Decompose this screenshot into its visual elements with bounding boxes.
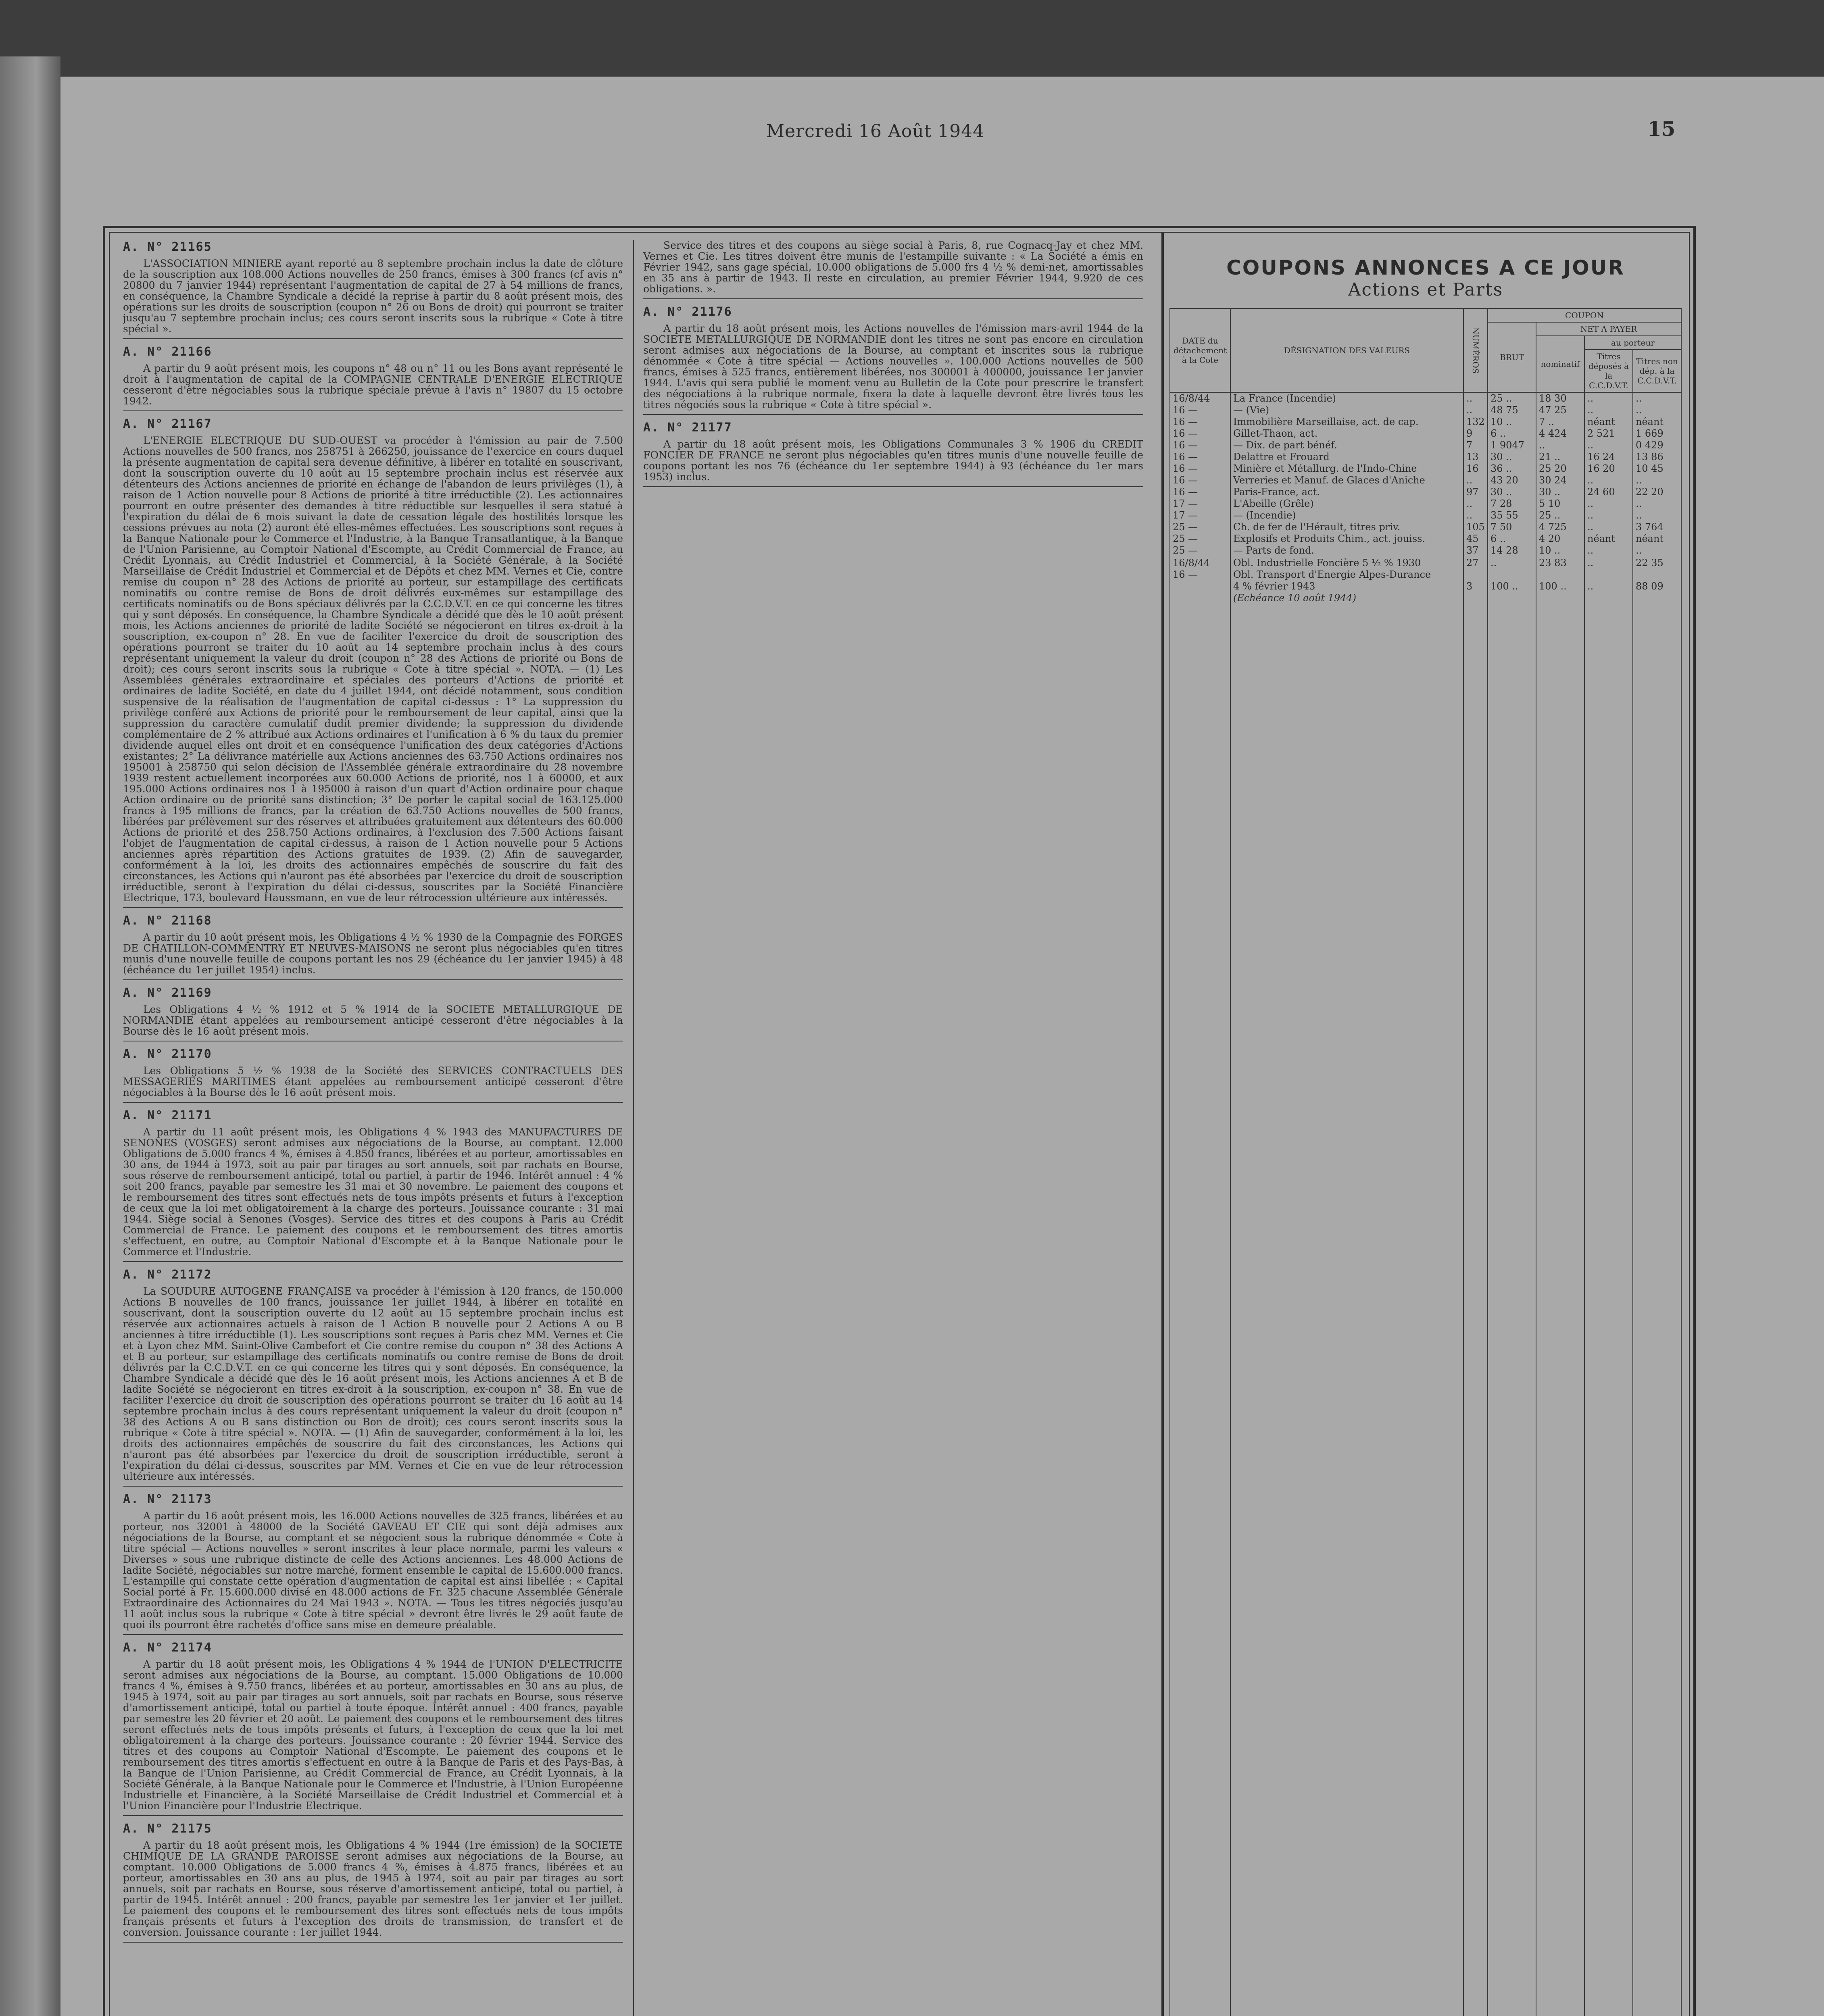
coupon-cell-num: .. (1463, 510, 1488, 521)
notice-separator (123, 1942, 623, 1943)
coupon-cell-dep: .. (1584, 545, 1633, 556)
column-divider (633, 240, 634, 2016)
header-brut: BRUT (1488, 322, 1536, 392)
coupon-cell-dep: .. (1584, 557, 1633, 569)
coupon-cell-nom: 30 24 (1536, 475, 1584, 486)
coupon-row (1170, 510, 1681, 521)
notice-item (123, 986, 623, 1041)
coupon-cell-nondep: .. (1633, 404, 1681, 416)
notice-text: A partir du 9 août présent mois, les coupons n° 48 ou n° 11 ou les Bons ayant représenté le droit à l'augmentation de capital de la COMPAGNIE CENTRALE D'ENERGIE ELECTRIQUE cesseront d'être négociables sous la rubrique spéciale prévue à l'avis n° 19807 du 15 octobre 1942. (123, 362, 623, 407)
coupon-row (1170, 486, 1681, 498)
coupon-cell-num: .. (1463, 404, 1488, 416)
coupon-cell-nom: 5 10 (1536, 498, 1584, 510)
coupon-cell-nom: 25 20 (1536, 463, 1584, 475)
notice-separator (123, 1815, 623, 1816)
coupon-cell-nom: .. (1536, 439, 1584, 451)
coupon-cell-nondep: .. (1633, 392, 1681, 404)
notice-item (123, 914, 623, 980)
coupon-cell-dep (1584, 569, 1633, 581)
coupon-cell-num: 7 (1463, 439, 1488, 451)
coupon-cell-date: 25 — (1170, 545, 1230, 556)
coupon-cell-nondep: 13 86 (1633, 451, 1681, 463)
notice-text: A partir du 10 août présent mois, les Obligations 4 ½ % 1930 de la Compagnie des FORGES DE CHATILLON-COMMENTRY ET NEUVES-MAISONS ne seront plus négociables qu'en titres munis d'une nouvelle feuille de coupons portant les nos 29 (échéance du 1er janvier 1945) à 48 (échéance du 1er juillet 1954) inclus. (123, 931, 623, 976)
coupon-cell-nondep (1633, 569, 1681, 581)
coupon-cell-num: 97 (1463, 486, 1488, 498)
notice-separator (123, 1102, 623, 1103)
coupon-cell-date: 25 — (1170, 521, 1230, 533)
coupon-cell-nondep: .. (1633, 545, 1681, 556)
header-designation: DÉSIGNATION DES VALEURS (1230, 308, 1463, 392)
coupon-row (1170, 439, 1681, 451)
notice-item (123, 345, 623, 411)
coupon-table-filler (1170, 604, 1681, 2016)
header-net: NET A PAYER (1536, 322, 1681, 336)
notice-separator (123, 1486, 623, 1487)
coupon-cell-nondep: néant (1633, 416, 1681, 428)
coupon-cell-nondep: 1 669 (1633, 428, 1681, 439)
coupon-cell-brut: 6 .. (1488, 533, 1536, 545)
coupon-cell-nondep: 3 764 (1633, 521, 1681, 533)
coupon-cell-date: 16 — (1170, 416, 1230, 428)
coupon-cell-date: 16 — (1170, 486, 1230, 498)
notice-number: A. N° 21165 (123, 240, 212, 254)
coupon-row (1170, 569, 1681, 581)
coupon-filler-cell (1230, 604, 1463, 2016)
coupon-cell-dep: 2 521 (1584, 428, 1633, 439)
coupon-filler-cell (1633, 604, 1681, 2016)
coupon-cell-des: L'Abeille (Grêle) (1230, 498, 1463, 510)
notice-number: A. N° 21168 (123, 914, 212, 928)
notice-number: A. N° 21175 (123, 1822, 212, 1836)
notice-separator (123, 410, 623, 411)
coupon-cell-date: 16 — (1170, 451, 1230, 463)
coupon-cell-dep: .. (1584, 475, 1633, 486)
notice-item (643, 305, 1143, 415)
coupon-row (1170, 416, 1681, 428)
coupon-filler-cell (1463, 604, 1488, 2016)
notice-number: A. N° 21173 (123, 1492, 212, 1506)
notice-separator (123, 338, 623, 339)
notice-number: A. N° 21174 (123, 1641, 212, 1655)
coupon-row (1170, 475, 1681, 486)
coupon-cell-nondep: néant (1633, 533, 1681, 545)
scan-binding-edge (0, 56, 60, 2016)
notice-text: Service des titres et des coupons au siège social à Paris, 8, rue Cognacq-Jay et chez MM. Vernes et Cie. Les titres doivent être munis de l'estampille suivante : « La Société a émis en Février 1942, sans gage spécial, 10.000 obligations de 5.000 frs 4 ½ % demi-net, amortissables en 35 ans à partir de 1943. Il reste en circulation, au premier Février 1944, 9.920 de ces obligations. ». (643, 240, 1143, 295)
notice-text: L'ENERGIE ELECTRIQUE DU SUD-OUEST va procéder à l'émission au pair de 7.500 Actions nouvelles de 500 francs, nos 258751 à 266250, jouissance de l'exercice en cours duquel la présente augmentation de capital sera devenue définitive, à libérer en totalité en souscrivant, dont la souscription ouverte du 10 août au 15 septembre prochain inclus est réservée aux détenteurs des Actions anciennes de priorité en échange de l'abandon de leurs privilèges (1), à raison de 1 Action nouvelle pour 8 Actions de priorité à titre irréductible (2). Les actionnaires pourront en outre présenter des demandes à titre réductible sur lesquelles il sera statué à l'expiration du délai de 6 mois suivant la date de cessation légale des hostilités lorsque les cessions prévues au nota (2) auront été elles-mêmes effectuées. Les souscriptions sont reçues à la Banque Nationale pour le Commerce et l'Industrie, à la Banque Transatlantique, à la Banque de l'Union Parisienne, au Comptoir National d'Escompte, au Crédit Commercial de France, au Crédit Lyonnais, au Crédit Industriel et Commercial, à la Société Générale, à la Société Marseillaise de Crédit Industriel et Commercial et de Dépôts et chez MM. Vernes et Cie, contre remise du coupon n° 28 des Actions de priorité au porteur, sur estampillage des certificats nominatifs ou contre remise de Bons de droit délivrés eux-mêmes sur estampillage des certificats nominatifs ou de Bons spéciaux délivrés par la C.C.D.V.T. en ce qui concerne les titres qui y sont déposés. En conséquence, la Chambre Syndicale a décidé que dès le 10 août présent mois, les Actions anciennes de priorité de ladite Société se négocieront en titres ex-droit à la souscription, ex-coupon n° 28. En vue de faciliter l'exercice du droit de souscription des opérations pourront se traiter du 10 août au 14 septembre prochain inclus à des cours représentant uniquement la valeur du droit (coupon n° 28 des Actions de priorité ou Bons de droit); ces cours seront inscrits sous la rubrique « Cote à titre spécial ». NOTA. — (1) Les Assemblées générales extraordinaire et spéciales des porteurs d'Actions de priorité et ordinaires de ladite Société, en date du 4 juillet 1944, ont décidé notamment, sous condition suspensive de la réalisation de l'augmentation de capital ci-dessus : 1° La suppression du privilège conféré aux Actions de priorité pour le remboursement de leur capital, ainsi que la suppression du caractère cumulatif dudit premier dividende; la suppression du dividende complémentaire de 2 % attribué aux Actions ordinaires et l'unification à 6 % du taux du premier dividende auquel elles ont droit et en conséquence l'unification des deux catégories d'Actions existantes; 2° La délivrance matérielle aux Actions anciennes des 63.750 Actions ordinaires nos 195001 à 258750 qui selon décision de l'Assemblée générale extraordinaire du 28 novembre 1939 restent actuellement incorporées aux 60.000 Actions de priorité, nos 1 à 60000, et aux 195.000 Actions ordinaires nos 1 à 195000 à raison d'un quart d'Action ordinaire pour chaque Action ordinaire ou de priorité sans distinction; 3° De porter le capital social de 163.125.000 francs à 195 millions de francs, par la création de 63.750 Actions nouvelles de 500 francs, libérées par prélèvement sur des réserves et attribuées gratuitement aux détenteurs des 60.000 Actions de priorité et des 258.750 Actions ordinaires, à l'exclusion des 7.500 Actions faisant l'objet de l'augmentation de capital ci-dessus, à raison de 1 Action nouvelle pour 5 Actions anciennes après répartition des Actions gratuites de 1939. (2) Afin de sauvegarder, conformément à la loi, les droits des actionnaires empêchés de souscrire du fait des circonstances, les Actions qui n'auront pas été absorbées par l'exercice du droit de souscription irréductible, seront à l'expiration du délai ci-dessus, souscrites par la Société Financière Electrique, 173, boulevard Haussmann, en vue de leur rétrocession ultérieure aux intéressés. (123, 435, 623, 904)
coupon-cell-brut: 30 .. (1488, 486, 1536, 498)
coupon-cell-dep: .. (1584, 439, 1633, 451)
coupon-cell-des: Obl. Industrielle Foncière 5 ½ % 1930 (1230, 557, 1463, 569)
coupon-cell-num: .. (1463, 498, 1488, 510)
coupon-cell-nom (1536, 569, 1584, 581)
coupon-cell-nom: 10 .. (1536, 545, 1584, 556)
coupon-cell-des: Paris-France, act. (1230, 486, 1463, 498)
coupons-table-body (1170, 392, 1681, 2016)
coupon-cell-dep: .. (1584, 521, 1633, 533)
notice-number: A. N° 21167 (123, 417, 212, 431)
coupon-cell-date: 16 — (1170, 439, 1230, 451)
coupon-row (1170, 592, 1681, 604)
notice-separator (643, 298, 1143, 299)
coupon-cell-brut (1488, 569, 1536, 581)
coupon-cell-nondep: 22 20 (1633, 486, 1681, 498)
coupon-cell-brut: 48 75 (1488, 404, 1536, 416)
header-porteur: au porteur (1584, 336, 1681, 350)
notice-text: Les Obligations 5 ½ % 1938 de la Société des SERVICES CONTRACTUELS DES MESSAGERIES MARITIMES étant appelées au remboursement anticipé cesseront d'être négociables à la Bourse dès le 16 août présent mois. (123, 1065, 623, 1098)
coupon-cell-nom: 4 20 (1536, 533, 1584, 545)
coupon-cell-nom: 25 .. (1536, 510, 1584, 521)
coupon-cell-dep: .. (1584, 404, 1633, 416)
coupon-cell-num: 132 (1463, 416, 1488, 428)
coupon-cell-date: 25 — (1170, 533, 1230, 545)
coupon-filler-cell (1488, 604, 1536, 2016)
coupon-cell-nom: 4 424 (1536, 428, 1584, 439)
coupon-cell-des: — Dix. de part bénéf. (1230, 439, 1463, 451)
coupon-cell-nondep (1633, 592, 1681, 604)
coupon-row (1170, 404, 1681, 416)
coupon-cell-date: 16/8/44 (1170, 392, 1230, 404)
coupon-cell-nondep: 0 429 (1633, 439, 1681, 451)
notice-text: La SOUDURE AUTOGENE FRANÇAISE va procéder à l'émission à 120 francs, de 150.000 Actions B nouvelles de 100 francs, jouissance 1er juillet 1944, à libérer en totalité en souscrivant, dont la souscription ouverte du 12 août au 15 septembre prochain inclus est réservée aux actionnaires actuels à raison de 1 Action B nouvelle pour 2 Actions A ou B anciennes à titre irréductible (1). Les souscriptions sont reçues à Paris chez MM. Vernes et Cie et à Lyon chez MM. Saint-Olive Cambefort et Cie contre remise du coupon n° 38 des Actions A et B au porteur, sur estampillage des certificats nominatifs ou contre remise de Bons de droit délivrés par la C.C.D.V.T. en ce qui concerne les titres qui y sont déposés. En conséquence, la Chambre Syndicale a décidé que dès le 16 août présent mois, les Actions anciennes A et B de ladite Société se négocieront en titres ex-droit à la souscription, ex-coupon n° 38. En vue de faciliter l'exercice du droit de souscription des opérations pourront se traiter du 16 août au 14 septembre prochain inclus à des cours représentant uniquement la valeur du droit (coupon n° 38 des Actions A ou B sans distinction ou Bon de droit); ces cours seront inscrits sous la rubrique « Cote à titre spécial ». NOTA. — (1) Afin de sauvegarder, conformément à la loi, les droits des actionnaires empêchés de souscrire du fait des circonstances, les Actions qui n'auront pas été absorbées par l'exercice du droit de souscription irréductible, seront à l'expiration du délai ci-dessus, souscrites par MM. Vernes et Cie en vue de leur rétrocession ultérieure aux intéressés. (123, 1285, 623, 1482)
coupon-cell-brut: 10 .. (1488, 416, 1536, 428)
coupon-cell-brut: 36 .. (1488, 463, 1536, 475)
coupon-cell-num: 3 (1463, 581, 1488, 592)
coupon-row (1170, 463, 1681, 475)
header-deposes: Titres déposés à la C.C.D.V.T. (1584, 350, 1633, 392)
header-date: DATE du détachement à la Cote (1170, 308, 1230, 392)
coupon-row (1170, 545, 1681, 556)
coupon-cell-nom: 100 .. (1536, 581, 1584, 592)
coupon-cell-brut: 6 .. (1488, 428, 1536, 439)
notice-separator (643, 414, 1143, 415)
coupon-cell-brut: 25 .. (1488, 392, 1536, 404)
coupon-cell-nondep: 88 09 (1633, 581, 1681, 592)
coupon-cell-dep: .. (1584, 498, 1633, 510)
notice-text: A partir du 16 août présent mois, les 16.000 Actions nouvelles de 325 francs, libérées et au porteur, nos 32001 à 48000 de la Société GAVEAU ET CIE qui sont déjà admises aux négociations de la Bourse, au comptant et se négocient sous la rubrique dénommée « Cote à titre spécial — Actions nouvelles » seront inscrites à leur place normale, parmi les valeurs « Diverses » sous une rubrique distincte de celle des Actions anciennes. Les 48.000 Actions de ladite Société, négociables sur notre marché, forment ensemble le capital de 15.600.000 francs. L'estampille qui constate cette opération d'augmentation de capital est ainsi libellée : « Capital Social porté à Fr. 15.600.000 divisé en 48.000 actions de Fr. 325 chacune Assemblée Générale Extraordinaire des Actionnaires du 24 Mai 1943 ». NOTA. — Tous les titres négociés jusqu'au 11 août inclus sous la rubrique « Cote à titre spécial » devront être livrés le 29 août faute de quoi ils pourront être rachetés d'office sans mise en demeure préalable. (123, 1510, 623, 1631)
coupon-row (1170, 451, 1681, 463)
coupon-cell-num: 9 (1463, 428, 1488, 439)
coupon-cell-brut: 100 .. (1488, 581, 1536, 592)
notice-number: A. N° 21176 (643, 305, 732, 319)
coupon-cell-nom: 21 .. (1536, 451, 1584, 463)
coupon-row (1170, 428, 1681, 439)
notice-text: Les Obligations 4 ½ % 1912 et 5 % 1914 de la SOCIETE METALLURGIQUE DE NORMANDIE étant appelées au remboursement anticipé cesseront d'être négociables à la Bourse dès le 16 août présent mois. (123, 1004, 623, 1037)
coupon-row (1170, 521, 1681, 533)
notice-text: A partir du 11 août présent mois, les Obligations 4 % 1943 des MANUFACTURES DE SENONES (VOSGES) seront admises aux négociations de la Bourse, au comptant. 12.000 Obligations de 5.000 francs 4 %, émises à 4.850 francs, libérées et au porteur, amortissables en 30 ans, de 1944 à 1973, soit au pair par tirages au sort annuels, soit par rachats en Bourse, sous réserve de remboursement anticipé, total ou partiel, à partir de 1946. Intérêt annuel : 4 % soit 200 francs, payable par semestre les 31 mai et 30 novembre. Le paiement des coupons et le remboursement des titres sont effectués nets de tous impôts présents et futurs à l'exception de ceux que la loi met obligatoirement à la charge des porteurs. Jouissance courante : 31 mai 1944. Siège social à Senones (Vosges). Service des titres et des coupons à Paris au Crédit Commercial de France. Le paiement des coupons et le remboursement des titres amortis s'effectuent, en outre, au Comptoir National d'Escompte et à la Banque Nationale pour le Commerce et l'Industrie. (123, 1126, 623, 1258)
coupon-cell-dep: .. (1584, 392, 1633, 404)
coupon-cell-brut: 14 28 (1488, 545, 1536, 556)
coupon-cell-num: 37 (1463, 545, 1488, 556)
notice-number: A. N° 21169 (123, 986, 212, 1000)
coupon-row (1170, 557, 1681, 569)
coupon-cell-des: (Echéance 10 août 1944) (1230, 592, 1463, 604)
coupon-cell-brut: 7 28 (1488, 498, 1536, 510)
coupon-cell-nom: 18 30 (1536, 392, 1584, 404)
coupon-cell-num: 13 (1463, 451, 1488, 463)
notice-separator (123, 1634, 623, 1635)
coupon-cell-brut: .. (1488, 557, 1536, 569)
notice-number: A. N° 21172 (123, 1268, 212, 1282)
notice-item (643, 421, 1143, 487)
coupon-cell-num: 27 (1463, 557, 1488, 569)
notice-separator (643, 486, 1143, 487)
coupon-cell-dep: 24 60 (1584, 486, 1633, 498)
notice-item (123, 417, 623, 908)
coupon-cell-nondep: .. (1633, 498, 1681, 510)
notices-column-middle (643, 240, 1143, 756)
page-number: 15 (1647, 117, 1676, 141)
coupon-row (1170, 498, 1681, 510)
notice-number: A. N° 21171 (123, 1108, 212, 1123)
coupon-cell-des: Minière et Métallurg. de l'Indo-Chine (1230, 463, 1463, 475)
notice-item (123, 1047, 623, 1103)
coupon-cell-nondep: 10 45 (1633, 463, 1681, 475)
header-nominatif: nominatif (1536, 336, 1584, 392)
notices-column-left (123, 240, 623, 2016)
notice-item (123, 1268, 623, 1487)
coupon-cell-brut: 43 20 (1488, 475, 1536, 486)
coupons-subtitle: Actions et Parts (1348, 279, 1503, 300)
coupon-cell-date: 16 — (1170, 463, 1230, 475)
notice-item (643, 240, 1143, 299)
coupon-cell-nom: 23 83 (1536, 557, 1584, 569)
notice-text: A partir du 18 août présent mois, les Actions nouvelles de l'émission mars-avril 1944 de la SOCIETE METALLURGIQUE DE NORMANDIE dont les titres ne sont pas encore en circulation seront admises aux négociations de la Bourse, au comptant et inscrites sous la rubrique dénommée « Cote à titre spécial — Actions nouvelles ». 100.000 Actions nouvelles de 500 francs, émises à 525 francs, entièrement libérées, nos 300001 à 400000, jouissance 1er janvier 1944. L'avis qui sera publié le moment venu au Bulletin de la Cote pour prescrire le transfert des négociations à la rubrique normale, fixera la date à laquelle devront être livrés tous les titres négociés sous la rubrique « Cote à titre spécial ». (643, 323, 1143, 410)
coupon-cell-brut: 7 50 (1488, 521, 1536, 533)
coupon-cell-brut: 35 55 (1488, 510, 1536, 521)
coupons-title: COUPONS ANNONCES A CE JOUR (1226, 256, 1625, 279)
coupons-column (1169, 240, 1682, 2016)
notice-separator (123, 907, 623, 908)
notice-item (123, 1641, 623, 1816)
coupon-cell-nondep: .. (1633, 475, 1681, 486)
coupon-cell-des: Delattre et Frouard (1230, 451, 1463, 463)
coupon-cell-dep: néant (1584, 533, 1633, 545)
coupon-filler-cell (1584, 604, 1633, 2016)
coupon-cell-des: Obl. Transport d'Energie Alpes-Durance (1230, 569, 1463, 581)
coupon-cell-nondep: .. (1633, 510, 1681, 521)
coupon-cell-des: Verreries et Manuf. de Glaces d'Aniche (1230, 475, 1463, 486)
coupon-cell-dep: 16 20 (1584, 463, 1633, 475)
coupon-cell-brut: 1 9047 (1488, 439, 1536, 451)
coupon-cell-dep: .. (1584, 581, 1633, 592)
coupon-cell-date: 17 — (1170, 498, 1230, 510)
coupon-cell-num (1463, 592, 1488, 604)
coupon-cell-nom: 4 725 (1536, 521, 1584, 533)
coupon-filler-cell (1536, 604, 1584, 2016)
notice-number: A. N° 21170 (123, 1047, 212, 1061)
coupon-cell-date: 16 — (1170, 569, 1230, 581)
coupon-cell-des: Immobilière Marseillaise, act. de cap. (1230, 416, 1463, 428)
coupon-cell-date: 16 — (1170, 428, 1230, 439)
coupon-cell-des: Gillet-Thaon, act. (1230, 428, 1463, 439)
coupon-cell-date: 17 — (1170, 510, 1230, 521)
notice-text: A partir du 18 août présent mois, les Obligations Communales 3 % 1906 du CREDIT FONCIER DE FRANCE ne seront plus négociables qu'en titres munis d'une nouvelle feuille de coupons portant les nos 76 (échéance du 1er septembre 1944) à 93 (échéance du 1er mars 1953) inclus. (643, 438, 1143, 483)
notice-item (123, 240, 623, 339)
coupon-cell-num: .. (1463, 392, 1488, 404)
coupon-cell-num: 45 (1463, 533, 1488, 545)
notice-item (123, 1822, 623, 1943)
coupon-cell-date (1170, 581, 1230, 592)
coupon-cell-date (1170, 592, 1230, 604)
coupon-cell-brut: 30 .. (1488, 451, 1536, 463)
coupon-cell-nom: 7 .. (1536, 416, 1584, 428)
coupon-cell-date: 16/8/44 (1170, 557, 1230, 569)
notice-separator (123, 979, 623, 980)
header-numeros: NUMÉROS (1463, 308, 1488, 392)
coupon-cell-des: Ch. de fer de l'Hérault, titres priv. (1230, 521, 1463, 533)
coupons-table (1169, 308, 1682, 2016)
notice-number: A. N° 21177 (643, 421, 732, 435)
column-divider-thick (1161, 232, 1164, 2016)
notice-number: A. N° 21166 (123, 345, 212, 359)
coupon-cell-num: 105 (1463, 521, 1488, 533)
notice-item (123, 1108, 623, 1262)
coupon-cell-num: .. (1463, 475, 1488, 486)
coupon-row (1170, 533, 1681, 545)
coupon-cell-nondep: 22 35 (1633, 557, 1681, 569)
notice-text: L'ASSOCIATION MINIERE ayant reporté au 8 septembre prochain inclus la date de clôture de la souscription aux 108.000 Actions nouvelles de 250 francs, émises à 300 francs (cf avis n° 20800 du 7 janvier 1944) représentant l'augmentation de capital de 27 à 54 millions de francs, en conséquence, la Chambre Syndicale a décidé la reprise à partir du 8 août présent mois, des opérations sur les droits de souscription (coupon n° 26 ou Bons de droit) qui pourront se traiter jusqu'au 7 septembre prochain inclus; ces cours seront inscrits sous la rubrique « Cote à titre spécial ». (123, 258, 623, 335)
coupon-cell-nom: 30 .. (1536, 486, 1584, 498)
page-date: Mercredi 16 Août 1944 (766, 121, 985, 142)
coupon-row (1170, 581, 1681, 592)
header-coupon: COUPON (1488, 308, 1681, 322)
coupon-filler-cell (1170, 604, 1230, 2016)
header-non-deposes: Titres non dép. à la C.C.D.V.T. (1633, 350, 1681, 392)
coupon-cell-des: — (Incendie) (1230, 510, 1463, 521)
notice-text: A partir du 18 août présent mois, les Obligations 4 % 1944 de l'UNION D'ELECTRICITE seront admises aux négociations de la Bourse, au comptant. 15.000 Obligations de 10.000 francs 4 %, émises à 9.750 francs, libérées et au porteur, amortissables en 30 ans au plus, de 1945 à 1974, soit au pair par tirages au sort annuels, soit par rachats en Bourse, sous réserve d'amortissement anticipé, total ou partiel à toute époque. Intérêt annuel : 400 francs, payable par semestre les 20 février et 20 août. Le paiement des coupons et le remboursement des titres seront effectués nets de tous impôts présents et futurs, à l'exception de ceux que la loi met obligatoirement à la charge des porteurs. Jouissance courante : 20 février 1944. Service des titres et des coupons au Comptoir National d'Escompte. Le paiement des coupons et le remboursement des titres amortis s'effectuent en outre à la Banque de Paris et des Pays-Bas, à la Banque de l'Union Parisienne, au Crédit Commercial de France, au Crédit Lyonnais, à la Société Générale, à la Banque Nationale pour le Commerce et l'Industrie, à l'Union Européenne Industrielle et Financière, à la Société Marseillaise de Crédit Industriel et Commercial et à l'Union Financière pour l'Industrie Electrique. (123, 1658, 623, 1812)
coupon-cell-dep: néant (1584, 416, 1633, 428)
coupon-cell-brut (1488, 592, 1536, 604)
coupon-cell-des: — (Vie) (1230, 404, 1463, 416)
notice-item (123, 1492, 623, 1635)
coupon-cell-date: 16 — (1170, 475, 1230, 486)
coupon-cell-nom: 47 25 (1536, 404, 1584, 416)
coupon-cell-dep: 16 24 (1584, 451, 1633, 463)
coupon-cell-dep (1584, 592, 1633, 604)
coupon-cell-dep: .. (1584, 510, 1633, 521)
coupon-cell-des: La France (Incendie) (1230, 392, 1463, 404)
coupon-cell-des: — Parts de fond. (1230, 545, 1463, 556)
coupon-cell-des: 4 % février 1943 (1230, 581, 1463, 592)
coupon-cell-nom (1536, 592, 1584, 604)
notice-text: A partir du 18 août présent mois, les Obligations 4 % 1944 (1re émission) de la SOCIETE CHIMIQUE DE LA GRANDE PAROISSE seront admises aux négociations de la Bourse, au comptant. 10.000 Obligations de 5.000 francs 4 %, émises à 4.875 francs, libérées et au porteur, amortissables en 30 ans au plus, de 1945 à 1974, soit au pair par tirages au sort annuels, soit par rachats en Bourse, sous réserve d'amortissement anticipé, total ou partiel, à partir de 1945. Intérêt annuel : 200 francs, payable par semestre les 1er janvier et 1er juillet. Le paiement des coupons et le remboursement des titres sont effectués nets de tous impôts français présents et futurs à l'exception des droits de transmission, de transfert et de conversion. Jouissance courante : 1er juillet 1944. (123, 1839, 623, 1938)
coupon-cell-des: Explosifs et Produits Chim., act. jouiss. (1230, 533, 1463, 545)
notice-separator (123, 1261, 623, 1262)
coupon-cell-date: 16 — (1170, 404, 1230, 416)
coupon-row (1170, 392, 1681, 404)
coupon-cell-num (1463, 569, 1488, 581)
coupon-cell-num: 16 (1463, 463, 1488, 475)
